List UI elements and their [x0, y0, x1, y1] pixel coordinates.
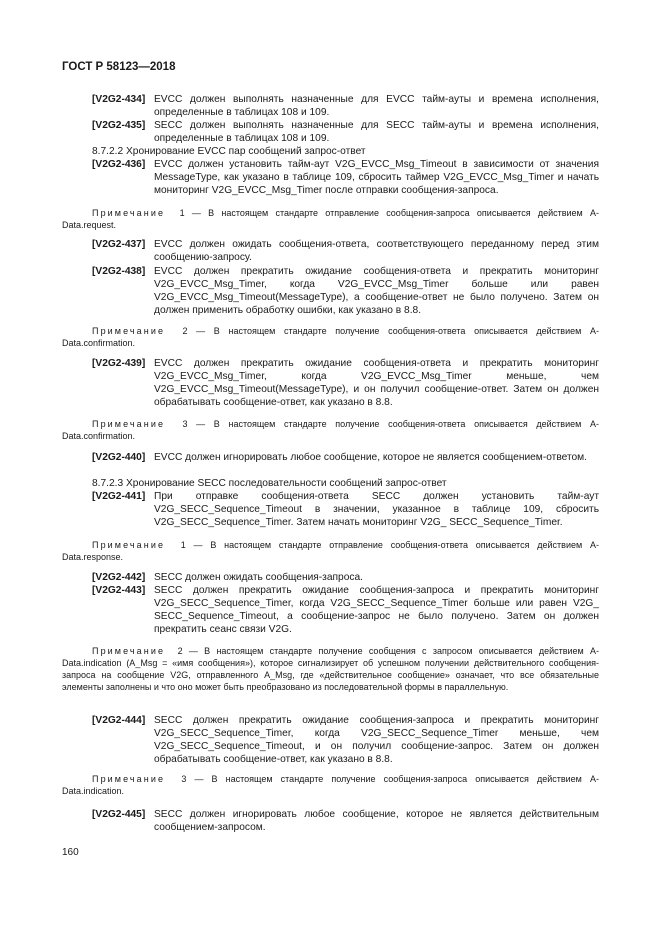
note-text: 2 — В настоящем стандарте получение сообщения с запросом описывается действием A-Data.indication (A_Msg = «имя сообщения»), которое сигнализирует об успешном получении действительного сообщения-запроса на сообщение V2G, отправленного A_Msg, где «действительное сообщение» означает, что все обязательные элементы заполнены и что оно может быть преобразовано из последовательной формы в параллельную.: [62, 646, 599, 692]
note-1: [62, 207, 599, 231]
requirement-id: [V2G2-437]: [92, 239, 146, 250]
requirement-id: [V2G2-441]: [92, 491, 146, 502]
note-label: Примечание: [92, 646, 166, 656]
note-text: 3 — В настоящем стандарте получение сообщения-ответа описывается действием A-Data.confirmation.: [62, 419, 599, 441]
requirement-id: [V2G2-434]: [92, 94, 146, 105]
requirement-text: EVCC должен игнорировать любое сообщение, которое не является сообщением-ответом.: [154, 452, 587, 463]
requirement-id: [V2G2-436]: [92, 159, 146, 170]
note-4: [62, 539, 599, 563]
requirement-text: SECC должен прекратить ожидание сообщения-запроса и прекратить мониторинг V2G_SECC_Sequence_Timer, когда V2G_SECC_Sequence_Timer меньше, чем V2G_SECC_Sequence_Timeout, и он получил сообщение-запрос. Затем он должен обрабатывать сообщение-ответ, как указано в 8.8.: [154, 715, 599, 765]
requirement-id: [V2G2-438]: [92, 266, 146, 277]
note-3: [62, 418, 599, 442]
section-8-7-2-2: 8.7.2.2 Хронирование EVCC пар сообщений запрос-ответ: [92, 146, 366, 157]
requirement-444: [92, 714, 599, 766]
requirement-438: [92, 265, 599, 317]
section-8-7-2-3: 8.7.2.3 Хронирование SECC последовательности сообщений запрос-ответ: [92, 478, 447, 489]
note-5: [62, 645, 599, 693]
note-label: Примечание: [92, 419, 166, 429]
requirement-439: [92, 357, 599, 409]
requirement-441: [92, 490, 599, 529]
requirement-id: [V2G2-443]: [92, 585, 146, 596]
note-text: 3 — В настоящем стандарте получение сообщения-запроса описывается действием A-Data.indication.: [62, 774, 599, 796]
requirement-text: SECC должен выполнять назначенные для SECC тайм-ауты и времена исполнения, определенные в таблицах 108 и 109.: [154, 120, 599, 144]
requirement-435: [92, 119, 599, 145]
requirement-text: EVCC должен прекратить ожидание сообщения-ответа и прекратить мониторинг V2G_EVCC_Msg_Timer, когда V2G_EVCC_Msg_Timer больше или равен V2G_EVCC_Msg_Timeout(MessageType), а сообщение-ответ не было получено. Затем он должен применить обработку ошибки, как указано в 8.8.: [154, 266, 599, 316]
requirement-text: SECC должен ожидать сообщения-запроса.: [154, 572, 363, 583]
requirement-text: EVCC должен выполнять назначенные для EVCC тайм-ауты и времена исполнения, определенные в таблицах 108 и 109.: [154, 94, 599, 118]
requirement-id: [V2G2-445]: [92, 809, 146, 820]
note-label: Примечание: [92, 774, 166, 784]
requirement-id: [V2G2-435]: [92, 120, 146, 131]
requirement-440: [92, 451, 599, 464]
note-label: Примечание: [92, 540, 166, 550]
requirement-text: EVCC должен прекратить ожидание сообщения-ответа и прекратить мониторинг V2G_EVCC_Msg_Timer, когда V2G_EVCC_Msg_Timer меньше, чем V2G_EVCC_Msg_Timeout(MessageType), и он получил сообщение-ответ. Затем он должен обрабатывать сообщение-ответ, как указано в 8.8.: [154, 358, 599, 408]
requirement-text: SECC должен прекратить ожидание сообщения-запроса и прекратить мониторинг V2G_SECC_Sequence_Timer, когда V2G_SECC_Sequence_Timer больше или равен V2G_ SECC_Sequence_Timeout, а сообщение-запрос не было получено. Затем он должен прекратить сеанс связи V2G.: [154, 585, 599, 635]
requirement-text: EVCC должен установить тайм-аут V2G_EVCC_Msg_Timeout в зависимости от значения MessageType, как указано в таблице 109, сбросить таймер V2G_EVCC_Msg_Timer и начать мониторинг V2G_EVCC_Msg_Timer после отправки сообщения-запроса.: [154, 159, 599, 196]
requirement-text: SECC должен игнорировать любое сообщение, которое не является действительным сообщением-запросом.: [154, 809, 599, 833]
requirement-443: [92, 584, 599, 636]
requirement-442: [92, 571, 599, 584]
requirement-id: [V2G2-442]: [92, 572, 146, 583]
requirement-text: При отправке сообщения-ответа SECC должен установить тайм-аут V2G_SECC_Sequence_Timeout в значении, указанное в таблице 109, сбросить V2G_SECC_Sequence_Timer. Затем начать мониторинг V2G_ SECC_Sequence_Timer.: [154, 491, 599, 528]
note-text: 2 — В настоящем стандарте получение сообщения-ответа описывается действием A-Data.confirmation.: [62, 326, 599, 348]
requirement-434: [92, 93, 599, 119]
requirement-id: [V2G2-440]: [92, 452, 146, 463]
note-6: [62, 773, 599, 797]
note-text: 1 — В настоящем стандарте отправление сообщения-запроса описывается действием A-Data.request.: [62, 208, 599, 230]
requirement-436: [92, 158, 599, 197]
requirement-text: EVCC должен ожидать сообщения-ответа, соответствующего переданному перед этим сообщению-запросу.: [154, 239, 599, 263]
note-text: 1 — В настоящем стандарте отправление сообщения-ответа описывается действием A-Data.response.: [62, 540, 599, 562]
requirement-id: [V2G2-439]: [92, 358, 146, 369]
note-2: [62, 325, 599, 349]
page-number: 160: [62, 847, 79, 858]
note-label: Примечание: [92, 326, 166, 336]
requirement-445: [92, 808, 599, 834]
note-label: Примечание: [92, 208, 166, 218]
requirement-id: [V2G2-444]: [92, 715, 146, 726]
standard-header: ГОСТ Р 58123—2018: [62, 61, 176, 73]
requirement-437: [92, 238, 599, 264]
